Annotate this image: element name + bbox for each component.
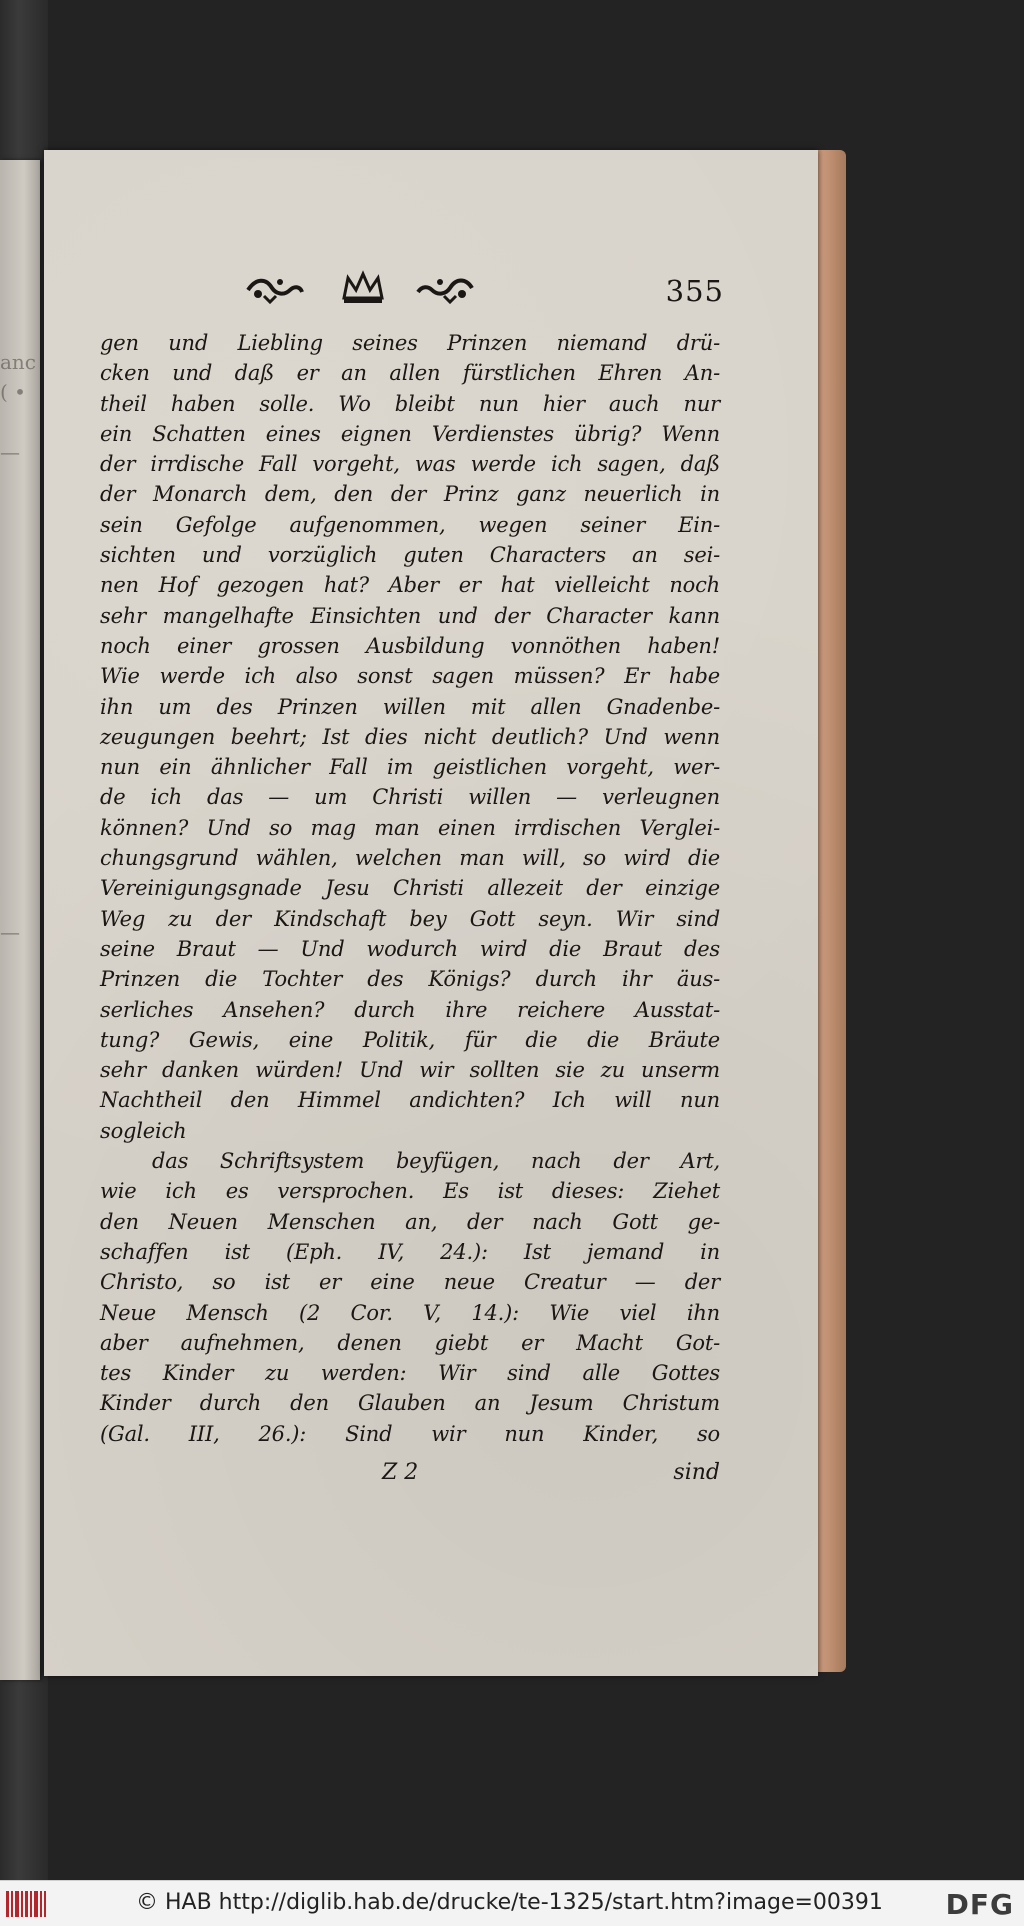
- text-line: (Gal. III, 26.): Sind wir nun Kinder, so: [100, 1421, 720, 1446]
- barcode-icon: [6, 1891, 46, 1917]
- text-line: gen und Liebling seines Prinzen niemand drü-: [100, 331, 720, 355]
- text-line: Wie werde ich also sonst sagen müssen? Er habe: [100, 664, 720, 689]
- page-header: [244, 268, 724, 316]
- source-credit-link[interactable]: © HAB http://diglib.hab.de/drucke/te-1325/start.htm?image=00391: [136, 1890, 883, 1915]
- page-footer: [100, 1460, 720, 1492]
- text-line: Kinder durch den Glauben an Jesum Christum: [100, 1391, 720, 1416]
- signature-mark: Z 2: [382, 1460, 419, 1485]
- text-line: sehr mangelhafte Einsichten und der Character kann: [100, 603, 720, 628]
- text-line: wie ich es versprochen. Es ist dieses: Ziehet: [100, 1179, 720, 1204]
- viewer-footer: [0, 1880, 1024, 1926]
- dfg-logo: DFG: [945, 1888, 1014, 1921]
- previous-page-edge: [0, 160, 40, 1680]
- previous-page-fragment: anc: [0, 350, 37, 374]
- text-line: Christo, so ist er eine neue Creatur — der: [100, 1270, 720, 1295]
- previous-page-fragment: —: [0, 920, 20, 944]
- text-line: noch einer grossen Ausbildung vonnöthen haben!: [100, 633, 720, 658]
- text-line: ihn um des Prinzen willen mit allen Gnadenbe-: [100, 694, 720, 719]
- text-line: zeugungen beehrt; Ist dies nicht deutlich? Und wenn: [100, 724, 720, 749]
- left-vignette-icon: [244, 268, 304, 308]
- right-vignette-icon: [416, 268, 476, 308]
- text-line: schaffen ist (Eph. IV, 24.): Ist jemand in: [100, 1239, 720, 1264]
- text-line: Nachtheil den Himmel andichten? Ich will nun: [100, 1088, 720, 1113]
- catchword: sind: [673, 1460, 720, 1485]
- crown-vignette-icon: [340, 268, 386, 308]
- text-line: können? Und so mag man einen irrdischen Verglei-: [100, 815, 720, 840]
- book-page: [44, 150, 818, 1676]
- text-line: serliches Ansehen? durch ihre reichere Ausstat-: [100, 997, 720, 1022]
- text-line: Prinzen die Tochter des Königs? durch ihr äus-: [100, 967, 720, 992]
- text-line: der irrdische Fall vorgeht, was werde ich sagen, daß: [100, 452, 720, 477]
- page-number: 355: [665, 274, 724, 308]
- text-line: sehr danken würden! Und wir sollten sie zu unserm: [100, 1058, 720, 1083]
- text-line: das Schriftsystem beyfügen, nach der Art,: [152, 1149, 720, 1174]
- text-line: tes Kinder zu werden: Wir sind alle Gottes: [100, 1361, 720, 1386]
- text-line: ein Schatten eines eignen Verdienstes übrig? Wenn: [100, 421, 720, 446]
- text-line: nen Hof gezogen hat? Aber er hat vielleicht noch: [100, 573, 720, 598]
- previous-page-fragment: ( •: [0, 380, 26, 404]
- text-line: tung? Gewis, eine Politik, für die die Bräute: [100, 1027, 720, 1052]
- text-line: der Monarch dem, den der Prinz ganz neuerlich in: [100, 482, 720, 507]
- text-line: sein Gefolge aufgenommen, wegen seiner Ein-: [100, 512, 720, 537]
- text-line: cken und daß er an allen fürstlichen Ehren An-: [100, 361, 720, 386]
- text-line: de ich das — um Christi willen — verleugnen: [100, 785, 720, 810]
- text-line: sichten und vorzüglich guten Characters an sei-: [100, 543, 720, 568]
- previous-page-fragment: —: [0, 440, 20, 464]
- text-line: seine Braut — Und wodurch wird die Braut des: [100, 936, 720, 961]
- text-line: Weg zu der Kindschaft bey Gott seyn. Wir sind: [100, 906, 720, 931]
- text-line: chungsgrund wählen, welchen man will, so wird die: [100, 846, 720, 871]
- text-line: Vereinigungsgnade Jesu Christi allezeit der einzige: [100, 876, 720, 901]
- text-line: den Neuen Menschen an, der nach Gott ge-: [100, 1209, 720, 1234]
- text-line: nun ein ähnlicher Fall im geistlichen vorgeht, wer-: [100, 755, 720, 780]
- body-text: [100, 328, 720, 1449]
- text-line: sogleich: [100, 1118, 187, 1143]
- text-line: aber aufnehmen, denen giebt er Macht Got-: [100, 1330, 720, 1355]
- text-line: Neue Mensch (2 Cor. V, 14.): Wie viel ihn: [100, 1300, 720, 1325]
- text-line: theil haben solle. Wo bleibt nun hier auch nur: [100, 391, 720, 416]
